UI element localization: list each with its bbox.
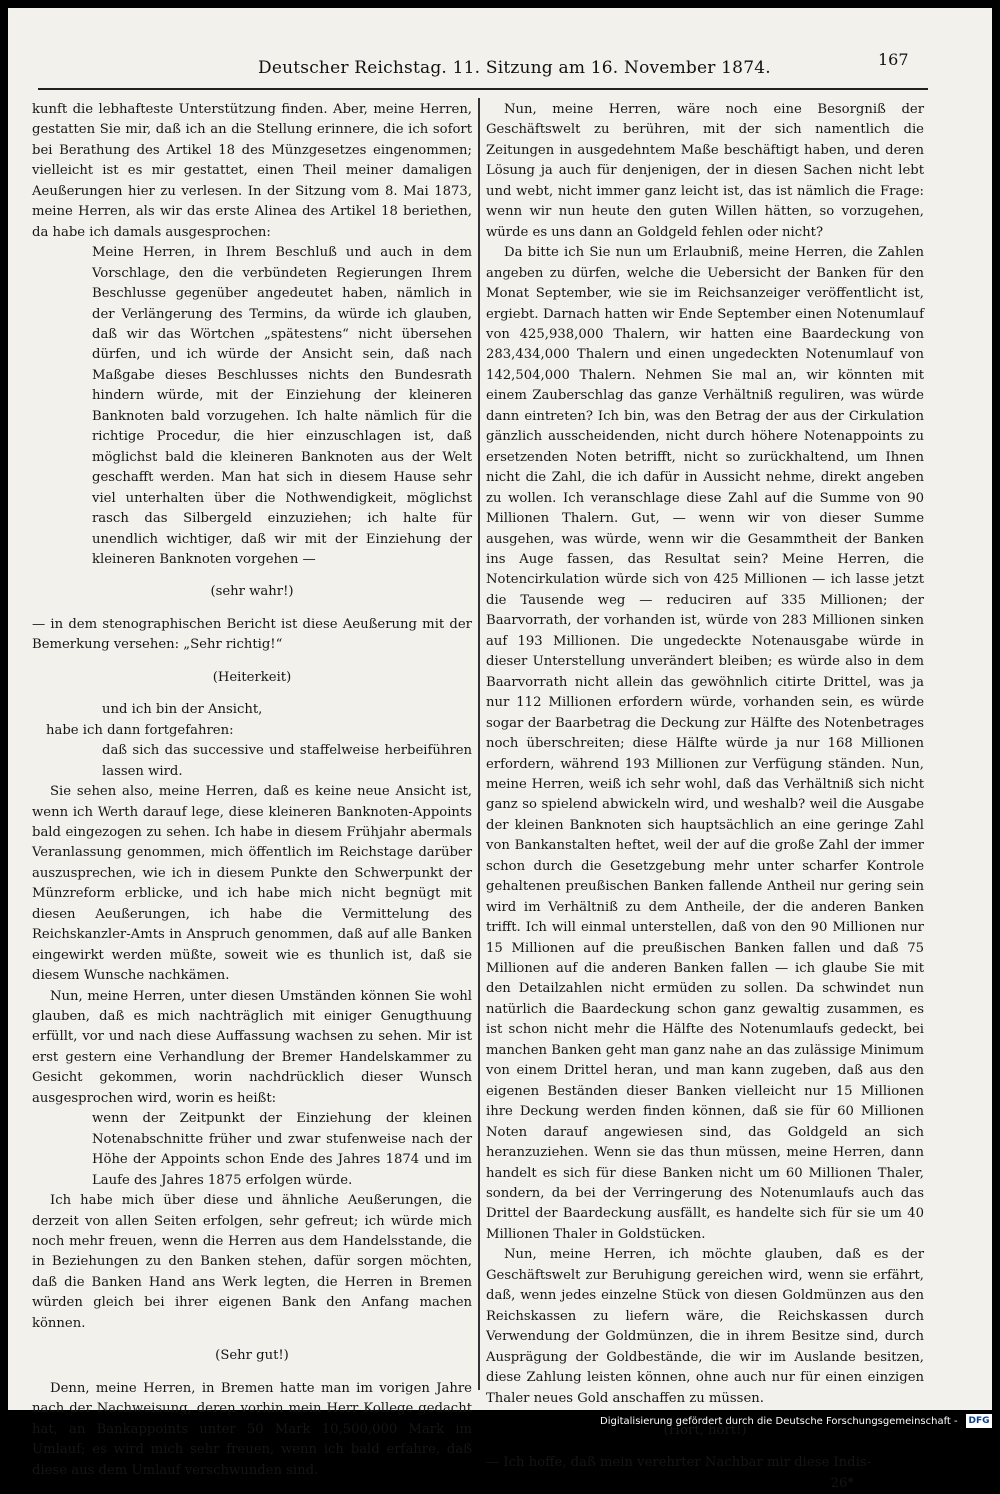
paragraph: — in dem stenographischen Bericht ist diese Aeußerung mit der Bemerkung versehen: „Sehr richtig!“ xyxy=(32,616,472,653)
digitization-credit: Digitalisierung gefördert durch die Deutsche Forschungsgemeinschaft - xyxy=(600,1416,958,1427)
paragraph: Sie sehen also, meine Herren, daß es keine neue Ansicht ist, wenn ich Werth darauf lege, diese kleineren Banknoten-Appoints bald eingezogen zu sehen. Ich habe in diesem Frühjahr abermals Veranlassung genommen, mich öffentlich im Reichstage darüber auszusprechen, wie ich in diesem Punkte den Schwerpunkt der Münzreform erblicke, und ich habe mich nicht begnügt mit diesen Aeußerungen, ich habe die Vermittelung des Reichskanzler-Amts in Anspruch genommen, daß auf alle Banken eingewirkt werden müßte, soweit wie es thunlich ist, daß sie diesem Wunsche nachkämen. xyxy=(32,784,472,984)
paragraph: habe ich dann fortgefahren: xyxy=(46,722,234,738)
interjection: (Hört, hört!) xyxy=(663,1423,747,1438)
paragraph: Denn, meine Herren, in Bremen hatte man im vorigen Jahre nach der Nachweisung, deren vorhin mein Herr Kollege gedacht hat, an Bankappoints unter 50 Mark 10,500,000 Mark im Umlauf; es wird mich sehr freuen, wenn ich bald erfahre, daß diese aus dem Umlauf verschwunden sind. xyxy=(32,1380,472,1478)
interjection: (Sehr gut!) xyxy=(215,1348,289,1364)
paragraph: — Ich hoffe, daß mein verehrter Nachbar mir diese Indis- xyxy=(486,1455,872,1471)
paragraph: kunft die lebhafteste Unterstützung finden. Aber, meine Herren, gestatten Sie mir, daß ich an die Stellung erinnere, die ich sofort bei Berathung des Artikel 18 des Münzgesetzes eingenommen; vielleicht ist es mir gestattet, einen Theil meiner damaligen Aeußerungen hier zu verlesen. In der Sitzung vom 8. Mai 1873, meine Herren, als wir das erste Alinea des Artikel 18 beriethen, da habe ich damals ausgesprochen: xyxy=(32,102,472,240)
quotation: wenn der Zeitpunkt der Einziehung der kleinen Notenabschnitte früher und zwar stufenweise nach der Höhe der Appoints schon Ende des Jahres 1874 und im Laufe des Jahres 1875 erfolgen würde. xyxy=(92,1111,472,1188)
interjection: (Heiterkeit) xyxy=(212,669,292,685)
paragraph: Ich habe mich über diese und ähnliche Aeußerungen, die derzeit von allen Seiten erfolgen, sehr gefreut; ich würde mich noch mehr freuen, wenn die Herren aus dem Handelsstande, die in Beziehungen zu den Banken stehen, dafür sorgen möchten, daß die Banken Hand ans Werk legten, die Herren in Bremen würden gleich bei ihrer eigenen Bank den Anfang machen können. xyxy=(32,1193,472,1331)
right-column xyxy=(486,100,924,1494)
running-title: Deutscher Reichstag. 11. Sitzung am 16. November 1874. xyxy=(258,58,771,78)
paragraph: Da bitte ich Sie nun um Erlaubniß, meine Herren, die Zahlen angeben zu dürfen, welche die Uebersicht der Banken für den Monat September, wie sie im Reichsanzeiger veröffentlicht ist, ergiebt. Darnach hatten wir Ende September einen Notenumlauf von 425,938,000 Thalern, wir hatten eine Baardeckung von 283,434,000 Thalern und einen ungedeckten Notenumlauf von 142,504,000 Thalern. Nehmen Sie mal an, wir könnten mit einem Zauberschlag das ganze Verhältniß reguliren, was würde dann eintreten? Ich bin, was den Betrag der aus der Cirkulation gänzlich ausscheidenden, nicht durch höhere Notenappoints zu ersetzenden Noten betrifft, nicht so zurückhaltend, um Ihnen nicht die Zahl, die ich dafür in Aussicht nehme, direkt angeben zu wollen. Ich veranschlage diese Zahl auf die Summe von 90 Millionen Thalern. Gut, — wenn wir von dieser Summe ausgehen, was würde, wenn wir die Gesammtheit der Banken ins Auge fassen, das Resultat sein? Meine Herren, die Notencirkulation würde sich von 425 Millionen — ich lasse jetzt die Tausende weg — reduciren auf 335 Millionen; der Baarvorrath, der vorhanden ist, würde von 283 Millionen sinken auf 193 Millionen. Die ungedeckte Notenausgabe würde in dieser Unterstellung unverändert bleiben; es würde also in dem Baarvorrath nicht allein das gewöhnlich citirte Drittel, was ja nur 112 Millionen erfordern würde, vorhanden sein, es würde sogar der Baarbetrag die Deckung zur Hälfte des Notenbetrages noch überschreiten; diese Hälfte würde ja nur 168 Millionen erfordern, während 193 Millionen zur Verfügung ständen. Nun, meine Herren, weiß ich sehr wohl, daß das Verhältniß sich nicht ganz so spielend abwickeln wird, und weshalb? weil die Ausgabe der kleinen Banknoten sich hauptsächlich an eine geringe Zahl von Bankanstalten heftet, weil der auf die große Zahl der immer schon durch die Gesetzgebung mehr unter scharfer Kontrole gehaltenen preußischen Banken fallende Antheil nur gering sein wird im Verhältniß zu dem Antheile, der die anderen Banken trifft. Ich will einmal unterstellen, daß von den 90 Millionen nur 15 Millionen auf die preußischen Banken fallen und daß 75 Millionen auf die anderen Banken fallen — ich glaube Sie mit den Detailzahlen nicht ermüden zu sollen. Da schwindet nun natürlich die Baardeckung schon ganz gewaltig zusammen, es ist schon nicht mehr die Hälfte des Notenumlaufs gedeckt, bei manchen Banken geht man ganz nahe an das zulässige Minimum von einem Drittel heran, und man kann zugeben, daß aus den eigenen Beständen dieser Banken vielleicht nur 15 Millionen ihre Deckung werden finden können, daß sie für 60 Millionen Noten darauf angewiesen sind, das Goldgeld an sich heranzuziehen. Wenn sie das thun müssen, meine Herren, dann handelt es sich für diese Banken nicht um 60 Millionen Thaler, sondern, da bei der Verringerung des Notenumlaufs auch das Drittel der Baardeckung ausfällt, es handelte sich für sie um 40 Millionen Thaler in Goldstücken. xyxy=(486,245,924,1242)
paragraph: Nun, meine Herren, unter diesen Umständen können Sie wohl glauben, daß es mich nachträglich mit einiger Genugthuung erfüllt, vor und nach diese Auffassung wachsen zu sehen. Mir ist erst gestern eine Verhandlung der Bremer Handelskammer zu Gesicht gekommen, worin nachdrücklich dieser Wunsch ausgesprochen wird, worin es heißt: xyxy=(32,988,472,1106)
paragraph: Nun, meine Herren, wäre noch eine Besorgniß der Geschäftswelt zu berühren, mit der sich namentlich die Zeitungen in ausgedehntem Maße beschäftigt haben, und deren Lösung ja auch für denjenigen, der in diesen Sachen nicht lebt und webt, nicht immer ganz leicht ist, das ist nämlich die Frage: wenn wir nun heute den guten Willen hätten, so vorzugehen, würde es uns dann an Goldgeld fehlen oder nicht? xyxy=(486,102,924,240)
page-header xyxy=(8,48,992,78)
quotation: Meine Herren, in Ihrem Beschluß und auch in dem Vorschlage, den die verbündeten Regierungen Ihrem Beschlusse gegenüber angedeutet haben, nämlich in der Verlängerung des Termins, da würde ich glauben, daß wir das Wörtchen „spätestens“ nicht übersehen dürfen, und ich würde der Ansicht sein, daß nach Maßgabe dieses Beschlusses nichts den Bundesrath hindern würde, mit der Einziehung der kleineren Banknoten bald vorzugehen. Ich halte nämlich für die richtige Procedur, die hier einzuschlagen ist, daß möglichst bald die kleineren Banknoten aus der Welt geschafft werden. Man hat sich in diesem Hause sehr viel unterhalten über die Nothwendigkeit, möglichst rasch das Silbergeld einzuziehen; ich halte für unendlich wichtiger, daß wir mit der Einziehung der kleineren Banknoten vorgehen — xyxy=(92,245,472,567)
paragraph: Nun, meine Herren, ich möchte glauben, daß es der Geschäftswelt zur Beruhigung gereichen wird, wenn sie erfährt, daß, wenn jedes einzelne Stück von diesen Goldmünzen aus den Reichskassen zu liefern wäre, die Reichskassen durch Verwendung der Goldmünzen, die in ihrem Besitze sind, durch Ausprägung der Goldbestände, die wir im Auslande besitzen, diese Zahlung leisten können, ohne auch nur für einen einzigen Thaler neues Gold anschaffen zu müssen. xyxy=(486,1247,924,1406)
header-rule xyxy=(38,88,928,90)
interjection: (sehr wahr!) xyxy=(210,584,294,600)
dfg-logo: DFG xyxy=(966,1414,992,1428)
left-column xyxy=(32,100,472,1481)
signature-mark: 26* xyxy=(830,1475,854,1491)
page-number: 167 xyxy=(878,50,909,69)
paragraph: und ich bin der Ansicht, xyxy=(102,702,263,718)
quotation: daß sich das successive und staffelweise herbeiführen lassen wird. xyxy=(102,743,472,779)
column-divider xyxy=(478,98,480,1390)
